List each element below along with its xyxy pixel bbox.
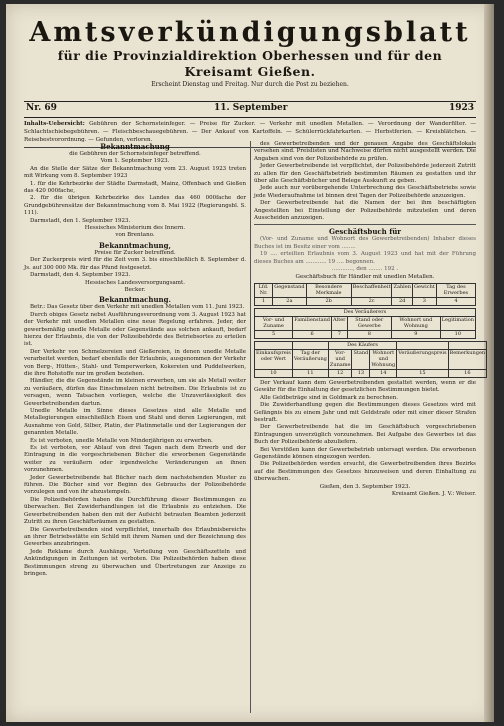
issue-date: 11. September <box>214 103 288 113</box>
notice-2-authority: Hessisches Landesversorgungsamt. <box>85 279 185 286</box>
notice-3-para: Durch obiges Gesetz nebst Ausführungsverordnung vom 3. August 1923 hat der Verkehr mit unedlen Metallen eine neue Regelung erfahren. Jeder, der gewerbsmäßig unedle Metalle oder Gegenstände aus solchen ankauft, bedarf hierzu der Erlaubnis, die von der Polizeibehörde des Betriebsortes zu erteilen ist. <box>24 311 246 348</box>
issue-year: 1923 <box>448 103 474 113</box>
form-line: 19 .... erteilten Erlaubnis vom 3. August 1923 und hat mit der Führung dieses Buches am ............ 19 .... begonnen. <box>254 251 476 265</box>
right-para: Jede auch nur vorübergehende Unterbrechung des Geschäftsbetriebs sowie jede Wiederaufnahme ist binnen drei Tagen der Polizeibehörde anzuzeigen. <box>254 185 476 199</box>
table-number-cell: 2b <box>306 297 351 305</box>
newspaper-page <box>6 4 494 722</box>
table-number-cell: 5 <box>255 330 293 338</box>
closing-authority: Kreisamt Gießen. J. V.: Weiser. <box>391 491 476 497</box>
notice-1-para: 2. für die übrigen Kehrbezirke des Landes das 460 000fache der Grundgebührensätze der Bekanntmachung vom 8. Mai 1922 (Regierungsbl. S. 111). <box>24 195 246 217</box>
newspaper-title: Amtsverkündigungsblatt <box>29 17 471 48</box>
notice-3-para: Die Polizeibehörden haben die Durchführung dieser Bestimmungen zu überwachen. Bei Zuwiderhandlungen ist die Erlaubnis zu entziehen. Die Gewerbetreibenden haben den mit der Aufsicht betrauten Beamten jederzeit Zutritt zu ihren Geschäftsräumen zu gestatten. <box>24 496 246 526</box>
table-number-cell: 10 <box>255 369 293 377</box>
table-header-cell: Vor- und Zuname <box>255 316 293 330</box>
table-number-cell: 11 <box>292 369 328 377</box>
table-header-cell: Beschaffenheit <box>351 283 392 297</box>
table-number-cell: 13 <box>352 369 370 377</box>
table-header-cell: Wohnort und Wohnung <box>392 316 441 330</box>
form-title: Geschäftsbuch für <box>328 227 401 237</box>
notice-3-title: Bekanntmachung. <box>99 295 171 305</box>
table-number-cell: 14 <box>370 369 397 377</box>
right-para: Die Polizeibehörden werden ersucht, die Gewerbetreibenden ihres Bezirks auf die Bestimmungen des Gesetzes hinzuweisen und deren Einhaltung zu überwachen. <box>254 461 476 483</box>
table-number-cell: 9 <box>392 330 441 338</box>
ledger-table-2 <box>254 308 476 339</box>
table-number-cell: 15 <box>397 369 448 377</box>
table-header-cell: Stand <box>352 349 370 369</box>
table-number-cell: 2a <box>273 297 306 305</box>
issue-number: Nr. 69 <box>26 103 57 113</box>
table-number-cell: 2c <box>351 297 392 305</box>
notice-3-para: Unedle Metalle im Sinne dieses Gesetzes sind alle Metalle und Metallegierungen einschließlich Eisen und Stahl und deren Legierungen, mit Ausnahme von Gold, Silber, Platin, der Platinmetalle und der Legierungen der genannten Metalle. <box>24 408 246 437</box>
notice-1-subject: die Gebühren der Schornsteinfeger betreffend. <box>69 151 201 157</box>
table-number-cell: 6 <box>293 330 332 338</box>
table-header-cell: Bemerkungen <box>448 349 487 369</box>
notice-1-para: An die Stelle der Sätze der Bekanntmachung vom 23. August 1923 treten mit Wirkung vom 8. September 1923 <box>24 165 246 180</box>
table-header-cell: Stand oder Gewerbe <box>347 316 391 330</box>
newspaper-subtitle: für die Provinzialdirektion Oberhessen und für den Kreisamt Gießen. <box>57 48 443 79</box>
right-para: Bei Verstößen kann der Gewerbebetrieb untersagt werden. Die erworbenen Gegenstände können eingezogen werden. <box>254 446 476 460</box>
masthead <box>24 18 476 89</box>
table-header-cell: Tag der Veräußerung <box>292 349 328 369</box>
section-rule <box>254 224 476 225</box>
notice-1-signature: Darmstadt, den 1. September 1923. <box>30 217 131 224</box>
notice-3-para: Der Verkehr von Schmelzereien und Gießereien, in denen unedle Metalle verarbeitet werden, bedarf ebenfalls der Erlaubnis, ausgenommen der Verkehr von Berg-, Hütten-, Stahl- und Temperwerken, Kokereien und Puddelwerken, die ihre Rohstoffe nur im großen beziehen. <box>24 348 246 377</box>
notice-3-para: Es ist verboten, vor Ablauf von drei Tagen nach dem Erwerb und der Eintragung in die vorgeschriebenen Bücher die erworbenen Gegenstände weiter zu veräußern oder irgendwelche Veränderungen an ihnen vorzunehmen. <box>24 445 246 474</box>
notice-3-para: Händler, die die Gegenstände im kleinen erwerben, um sie als Metall weiter zu veräußern, dürfen das Einschmelzen nicht betreiben. Die Erlaubnis ist zu versagen, wenn Tatsachen vorliegen, welche die Unzuverlässigkeit des Gewerbetreibenden dartun. <box>24 378 246 407</box>
right-para: Der Gewerbetreibende hat die im Geschäftsbuch vorgeschriebenen Eintragungen unverzüglich vorzunehmen. Bei Aufgabe des Gewerbes ist das Buch der Polizeibehörde abzuliefern. <box>254 424 476 446</box>
table-header-cell: Wohnort und Wohnung <box>371 350 396 369</box>
notice-3-para: Jede Reklame durch Aushänge, Verteilung von Geschäftszetteln und Ankündigungen in Zeitungen ist verboten. Die Polizeibehörden haben diese Bestimmungen streng zu überwachen und Übertretungen zur Anzeige zu bringen. <box>24 548 246 577</box>
table-header-cell: Zahlen <box>392 283 412 297</box>
table-header-cell: Lfd. Nr. <box>255 283 273 297</box>
table-header-cell: Alter <box>332 316 348 330</box>
table-header-cell: Einkaufspreis oder Wert <box>255 349 293 369</box>
ledger-table-3 <box>254 341 487 378</box>
right-column <box>254 141 486 498</box>
table-header-cell: Legitimation <box>440 316 475 330</box>
right-para: Jeder Gewerbetreibende ist verpflichtet, der Polizeibehörde jederzeit Zutritt zu allen für den Geschäftsbetrieb bestimmten Räumen zu gestatten und ihr über alle Geschäftsbücher und Belege Auskunft zu geben. <box>254 163 476 185</box>
form-date-line: ............, den ........ 192 . <box>331 266 399 273</box>
table-header-cell: Vor- und Zuname <box>329 350 351 369</box>
notice-1-signer: von Brentano. <box>115 232 155 239</box>
table-number-cell: 4 <box>436 297 475 305</box>
table-number-cell: 1 <box>255 297 273 305</box>
notice-3-reference: Betr.: Das Gesetz über den Verkehr mit unedlen Metallen vom 11. Juni 1923. <box>30 304 245 311</box>
issue-bar <box>24 101 476 118</box>
notice-2-title: Bekanntmachung, <box>99 240 171 250</box>
notice-3-para: Die Gewerbetreibenden sind verpflichtet, innerhalb des Erlaubnisbereichs an ihrer Betriebsstätte ein Schild mit ihrem Namen und der Bezeichnung des Gewerbes anzubringen. <box>24 526 246 548</box>
left-column <box>24 141 246 578</box>
right-para: Der Verkauf kann dem Gewerbetreibenden gestattet werden, wenn er die Gewähr für die Einhaltung der gesetzlichen Bestimmungen bietet. <box>254 379 476 394</box>
table-number-cell: 10 <box>440 330 475 338</box>
right-para: des Gewerbetreibenden und der genauen Angabe des Geschäftslokals versehen sind. Preislisten und Nachweise dürfen nicht ausgestellt werden. Die Angaben sind von der Polizeibehörde zu prüfen. <box>254 141 476 162</box>
table-number-cell: 2d <box>392 297 412 305</box>
table-header-cell: Veräußerungspreis <box>397 349 448 369</box>
table-number-cell: 16 <box>448 369 487 377</box>
table-2-group: Des Veräußerers <box>255 308 476 316</box>
table-header-cell: Besondere Merkmale <box>306 283 351 297</box>
ledger-table-1 <box>254 283 476 306</box>
table-number-cell: 3 <box>412 297 436 305</box>
form-line: (Vor- und Zuname und Wohnort des Gewerbetreibenden) Inhaber dieses Buches ist im Besitz einer vom ........ <box>254 236 476 250</box>
table-header-cell: Gewicht <box>412 283 436 297</box>
notice-3-para: Es ist verboten, unedle Metalle von Minderjährigen zu erwerben. <box>30 437 213 444</box>
table-number-cell: 8 <box>347 330 391 338</box>
notice-3-para: Jeder Gewerbetreibende hat Bücher nach dem nachstehenden Muster zu führen. Die Bücher sind vor Beginn des Gebrauchs der Polizeibehörde vorzulegen und von ihr abzustempeln. <box>24 474 246 496</box>
notice-2-subject: Preise für Zucker betreffend. <box>94 249 176 256</box>
notice-2-signature: Darmstadt, den 4. September 1923. <box>30 272 131 279</box>
publication-note: Erscheint Dienstag und Freitag. Nur durch die Post zu beziehen. <box>151 81 349 88</box>
table-1-title: Geschäftsbuch für Händler mit unedlen Metallen. <box>295 273 435 280</box>
table-3-group: Des Käufers <box>328 341 396 349</box>
column-divider <box>250 141 251 713</box>
closing-signature: Gießen, den 3. September 1923. <box>319 483 411 490</box>
table-number-cell: 7 <box>332 330 348 338</box>
notice-1-title: Bekanntmachung <box>100 142 170 151</box>
toc-text: Gebühren der Schornsteinfeger. — Preise für Zucker. — Verkehr mit unedlen Metallen. — Verordnung der Wanderfilter. — Schlachtschiebegebühren. — Fleischbeschauegebühren. — Der Ankauf von Kartoffeln. — Schülerrückfahrkarten. — Herbstferien. — Kreisblätchen. — Reisebestvorordnung. — Gefunden, verloren. <box>24 121 476 143</box>
table-number-cell: 12 <box>328 369 352 377</box>
right-para: Alle Geldbeträge sind in Goldmark zu berechnen. <box>260 394 399 401</box>
notice-1-date: Vom 1. September 1923. <box>100 158 170 165</box>
right-para: Der Gewerbetreibende hat die Namen der bei ihm beschäftigten Angestellten bei Einstellung der Polizeibehörde mitzuteilen und deren Ausscheiden anzuzeigen. <box>254 200 476 222</box>
table-header-cell: Tag des Erwerbes <box>436 283 475 297</box>
right-para: Die Zuwiderhandlung gegen die Bestimmungen dieses Gesetzes wird mit Gefängnis bis zu einem Jahr und mit Geldstrafe oder mit einer dieser Strafen bestraft. <box>254 402 476 423</box>
notice-1-authority: Hessisches Ministerium des Innern. <box>84 225 186 232</box>
table-header-cell: Gegenstand <box>273 283 306 297</box>
notice-2-signer: Becker. <box>124 286 146 293</box>
table-header-cell: Familienstand <box>293 316 332 330</box>
notice-2-para: Der Zuckerpreis wird für die Zeit vom 3. bis einschließlich 8. September d. Js. auf 300 000 Mk. für das Pfund festgesetzt. <box>24 257 246 271</box>
notice-1-para: 1. für die Kehrbezirke der Städte Darmstadt, Mainz, Offenbach und Gießen das 420 000fache, <box>24 180 246 195</box>
toc-label: Inhalts-Uebersicht: <box>24 121 85 127</box>
